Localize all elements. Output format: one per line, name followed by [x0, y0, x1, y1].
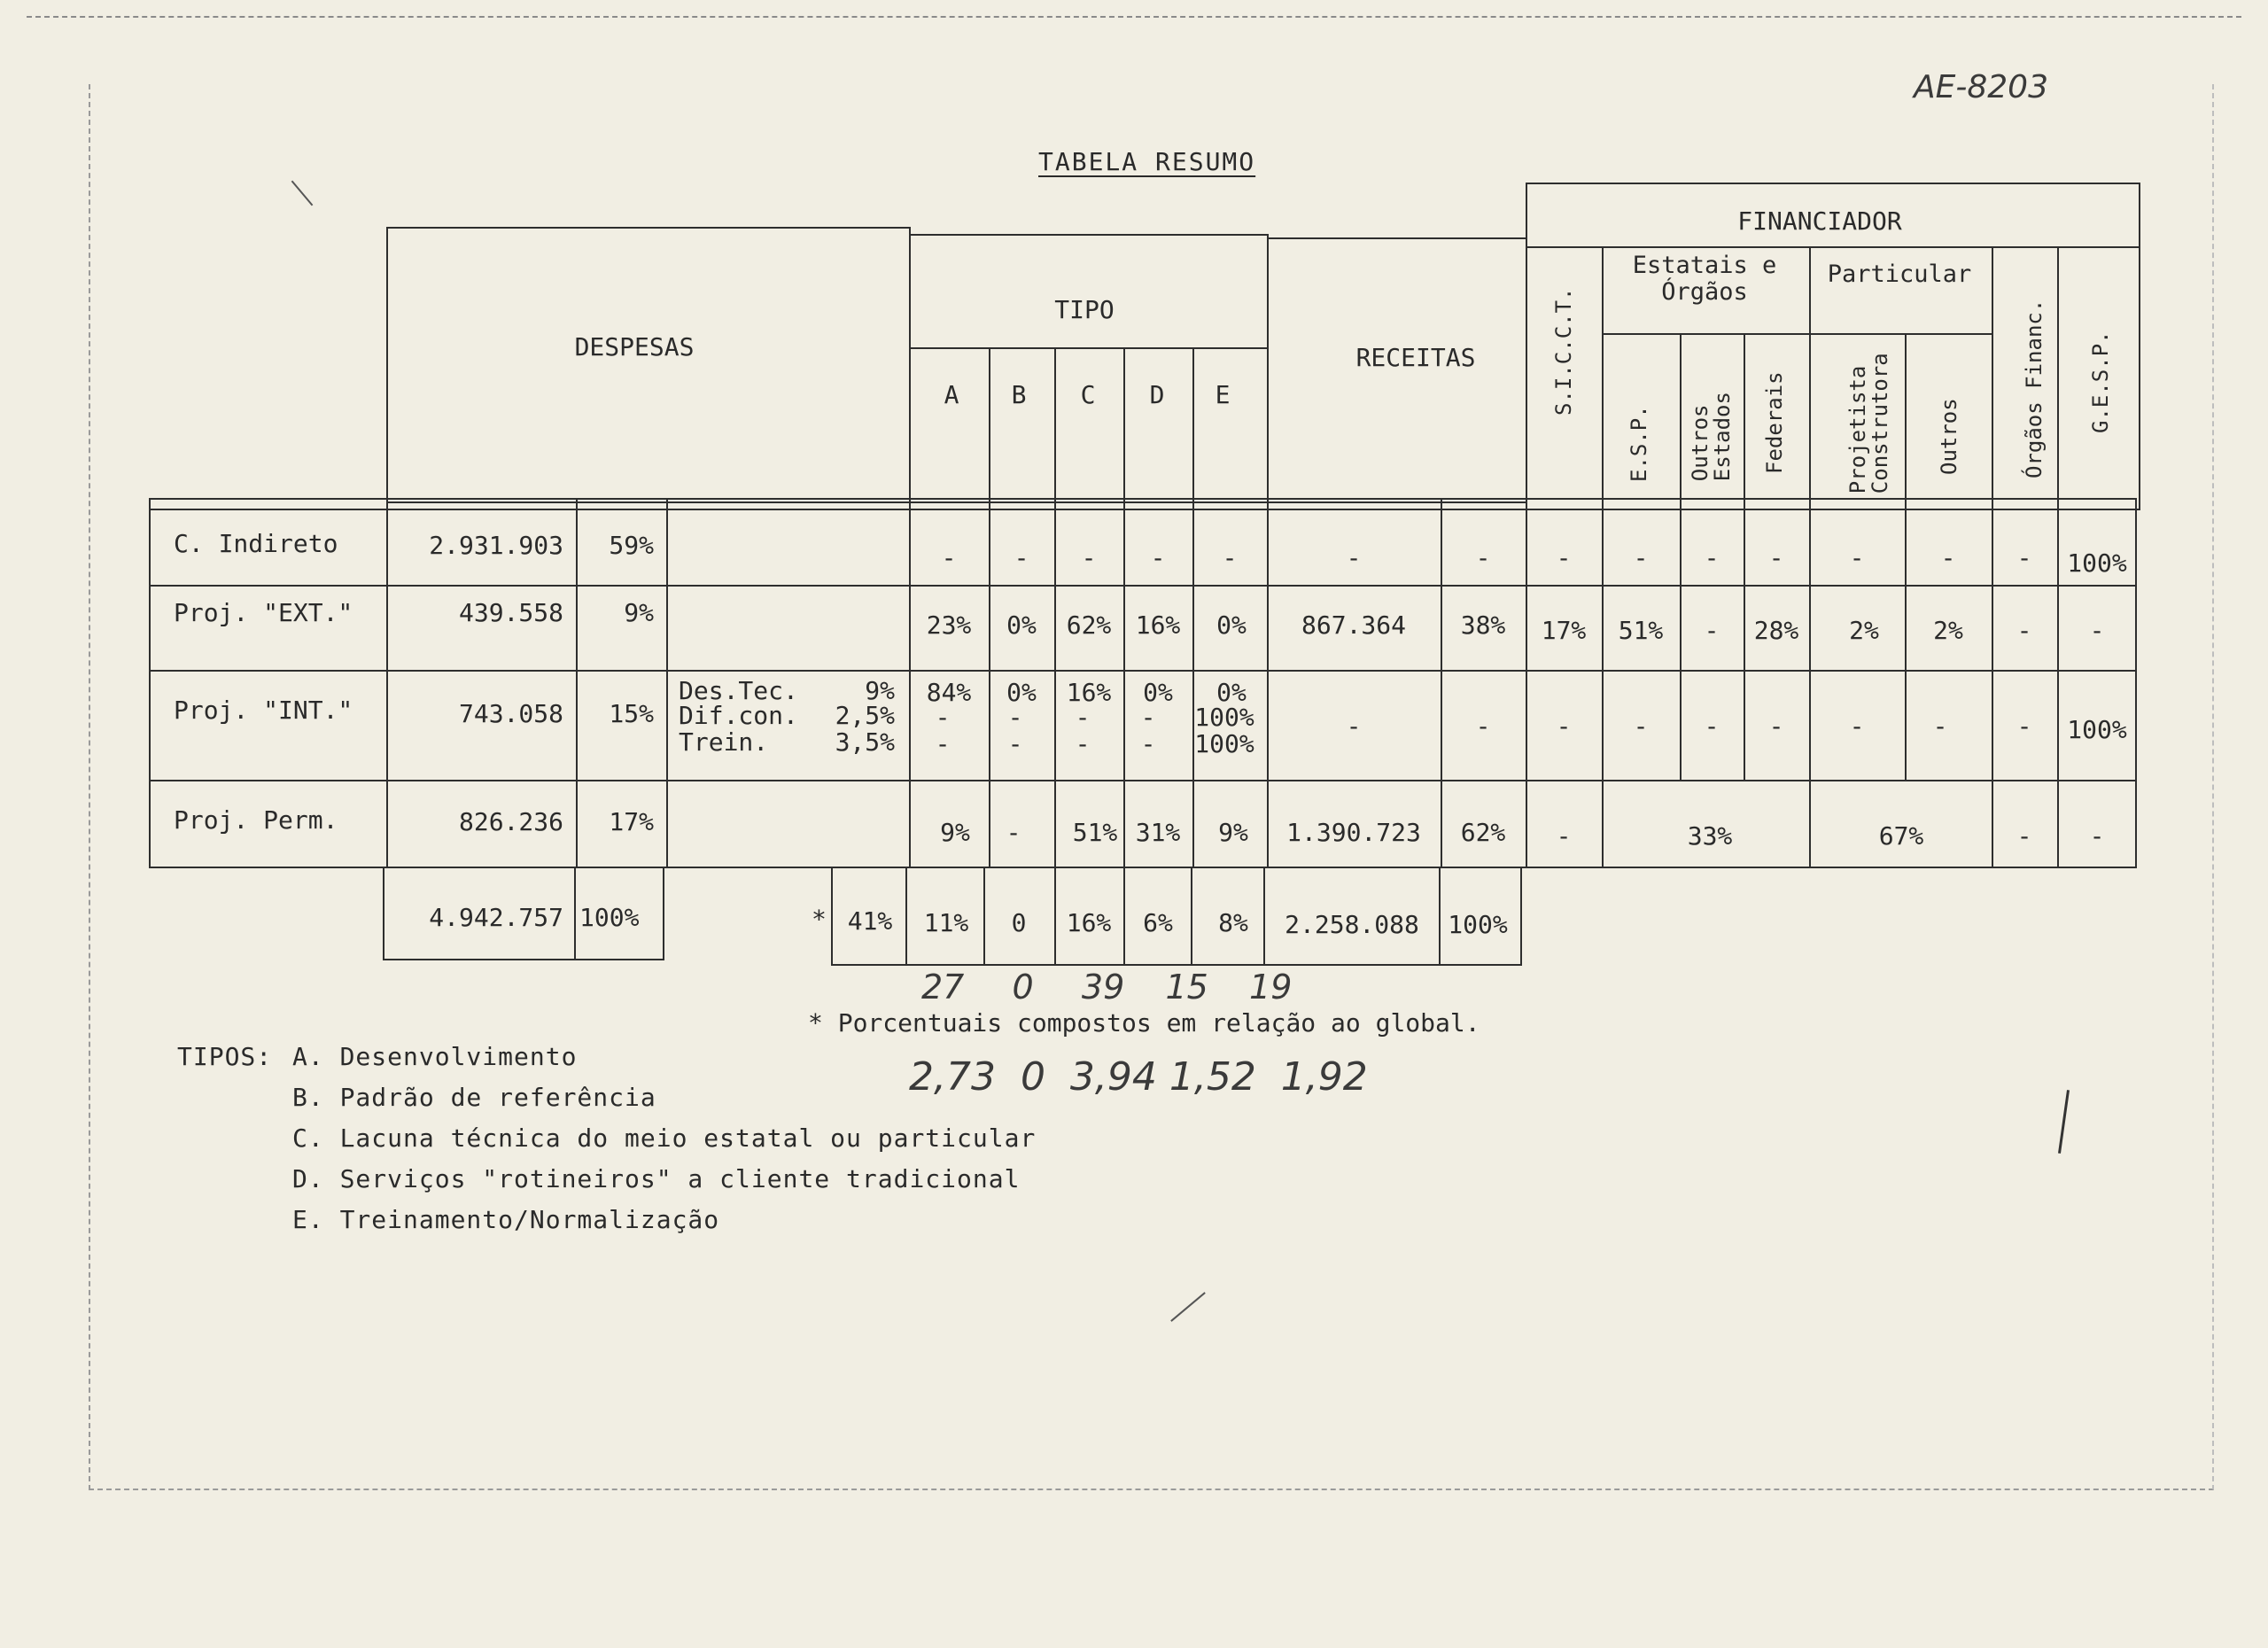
total-receitas: 2.258.088: [1285, 910, 1419, 939]
sub-pct: 9%: [865, 676, 895, 705]
row-label: C. Indireto: [174, 529, 338, 558]
row-pct: 9%: [624, 598, 654, 627]
footnote: * Porcentuais compostos em relação ao global.: [808, 1008, 1480, 1038]
estatais-header-1: Estatais e: [1632, 252, 1777, 279]
despesas-header-box: [386, 227, 911, 503]
tipo-c: -: [1075, 703, 1091, 732]
fin-sicct: -: [1556, 543, 1572, 572]
hw-value: 39: [1081, 968, 1125, 1007]
total-tipo-b: 0: [1011, 908, 1027, 937]
page-title: TABELA RESUMO: [1038, 147, 1256, 176]
receitas-pct: -: [1475, 543, 1491, 572]
fin-outros: -: [1932, 711, 1948, 741]
sub-name: Trein.: [679, 727, 769, 757]
tipo-d: 31%: [1135, 818, 1181, 847]
tipo-d: 16%: [1135, 610, 1181, 640]
outros-estados-line2: Estados: [1710, 392, 1735, 482]
particular-header: Particular: [1827, 260, 1972, 288]
tipo-b: 0%: [1006, 610, 1037, 640]
tipo-b: 0%: [1006, 678, 1037, 707]
tipo-b: -: [1007, 703, 1023, 732]
receitas-pct: 38%: [1460, 610, 1506, 640]
outros-estados-line1: Outros: [1687, 404, 1713, 482]
row-pct: 17%: [609, 807, 654, 836]
fin-sicct: -: [1556, 821, 1572, 851]
document-id: AE-8203: [1914, 69, 2048, 105]
total-star: *: [812, 905, 827, 934]
outros-estados-header: [1689, 382, 1734, 481]
hw-value: 0: [1012, 968, 1034, 1007]
tipo-c: -: [1075, 729, 1091, 758]
legend-item: A. Desenvolvimento: [292, 1042, 578, 1071]
row-value: 743.058: [458, 699, 563, 728]
estatais-header-2: Órgãos: [1661, 278, 1748, 306]
sub-name: Des.Tec.: [679, 676, 798, 705]
tipo-b: -: [1007, 729, 1023, 758]
handwritten-line-1: [921, 968, 1292, 1007]
row-label: Proj. Perm.: [174, 805, 338, 835]
legend-item: E. Treinamento/Normalização: [292, 1205, 720, 1234]
sub-name: Dif.con.: [679, 701, 798, 730]
tipo-a: 23%: [926, 610, 972, 640]
tipo-e: 0%: [1216, 610, 1247, 640]
tipo-a: 84%: [926, 678, 972, 707]
federais-header: Federais: [1762, 371, 1787, 474]
tipo-a: -: [935, 729, 951, 758]
top-dashed-line: [27, 16, 2241, 18]
tipo-header: TIPO: [1054, 295, 1115, 324]
sub-pct: 3,5%: [835, 727, 895, 757]
row-pct: 59%: [609, 531, 654, 560]
tipo-d: -: [1150, 543, 1166, 572]
total-star-pct: 41%: [847, 906, 893, 936]
tipo-col-c: C: [1080, 380, 1096, 409]
row-value: 826.236: [458, 807, 563, 836]
hw-value: 15: [1165, 968, 1208, 1007]
hw-value: 19: [1249, 968, 1293, 1007]
row-value: 439.558: [458, 598, 563, 627]
outros-header: Outros: [1937, 398, 1961, 475]
fin-sicct: 17%: [1541, 616, 1587, 645]
fin-esp: -: [1633, 711, 1649, 741]
fin-gesp: 100%: [2067, 715, 2127, 744]
projetista-construtora-header: [1845, 353, 1892, 494]
fin-projetista: -: [1849, 543, 1865, 572]
sub-pct: 2,5%: [835, 701, 895, 730]
fin-federais: 28%: [1753, 616, 1799, 645]
fin-orgaos: -: [2016, 711, 2032, 741]
fin-estatais-merged: 33%: [1687, 821, 1733, 851]
tipo-e: 0%: [1216, 678, 1247, 707]
tipo-d: 0%: [1143, 678, 1173, 707]
tipo-c: -: [1081, 543, 1097, 572]
fin-orgaos: -: [2016, 821, 2032, 851]
sicct-header: S.I.C.C.T.: [1551, 287, 1576, 416]
tipo-d: -: [1140, 703, 1156, 732]
tipo-a: -: [941, 543, 957, 572]
tipo-a: -: [935, 703, 951, 732]
row-label: Proj. "INT.": [174, 696, 353, 725]
receitas-value: 867.364: [1301, 610, 1407, 640]
receitas-pct: -: [1475, 711, 1491, 741]
row-pct: 15%: [609, 699, 654, 728]
fin-sicct: -: [1556, 711, 1572, 741]
fin-outros: -: [1940, 543, 1956, 572]
fin-gesp: 100%: [2067, 548, 2127, 578]
projetista-line: Projetista: [1845, 365, 1870, 494]
tipo-c: 51%: [1072, 818, 1118, 847]
row-label: Proj. "EXT.": [174, 598, 353, 627]
total-receitas-pct: 100%: [1448, 910, 1508, 939]
row-value: 2.931.903: [429, 531, 563, 560]
fin-outros-estados: -: [1704, 711, 1720, 741]
fin-federais: -: [1768, 543, 1784, 572]
tipo-c: 16%: [1066, 678, 1112, 707]
handwritten-line-2: 2,73 0 3,94 1,52 1,92: [909, 1054, 1368, 1100]
tipo-e: 100%: [1194, 729, 1254, 758]
legend-item: D. Serviços "rotineiros" a cliente tradicional: [292, 1164, 1021, 1193]
despesas-header: DESPESAS: [574, 332, 695, 361]
receitas-value: -: [1346, 543, 1362, 572]
receitas-value: -: [1346, 711, 1362, 741]
receitas-pct: 62%: [1460, 818, 1506, 847]
legend-heading: TIPOS:: [177, 1042, 273, 1071]
esp-header: E.S.P.: [1627, 405, 1651, 482]
tipo-e: 9%: [1218, 818, 1248, 847]
orgaos-financ-header: Órgãos Financ.: [2022, 299, 2047, 478]
tipo-d: -: [1140, 729, 1156, 758]
tipo-col-b: B: [1011, 380, 1027, 409]
legend-item: C. Lacuna técnica do meio estatal ou particular: [292, 1123, 1037, 1153]
fin-federais: -: [1768, 711, 1784, 741]
financiador-header: FINANCIADOR: [1737, 206, 1902, 236]
fin-esp: -: [1633, 543, 1649, 572]
total-pct: 100%: [579, 903, 640, 932]
total-tipo-d: 6%: [1143, 908, 1173, 937]
tipo-c: 62%: [1066, 610, 1112, 640]
fin-projetista: -: [1849, 711, 1865, 741]
legend-item: B. Padrão de referência: [292, 1083, 656, 1112]
tipo-col-e: E: [1215, 380, 1231, 409]
tipo-e: 100%: [1194, 703, 1254, 732]
fin-orgaos: -: [2016, 543, 2032, 572]
receitas-value: 1.390.723: [1286, 818, 1421, 847]
fin-outros-estados: -: [1704, 616, 1720, 645]
fin-outros: 2%: [1933, 616, 1963, 645]
fin-particular-merged: 67%: [1878, 821, 1924, 851]
total-value: 4.942.757: [429, 903, 563, 932]
fin-outros-estados: -: [1704, 543, 1720, 572]
tipo-a: 9%: [940, 818, 970, 847]
tipo-col-a: A: [944, 380, 959, 409]
tipo-b: -: [1014, 543, 1029, 572]
construtora-line: Construtora: [1868, 353, 1892, 494]
hw-value: 27: [921, 968, 965, 1007]
tipo-header-box: [909, 234, 1269, 503]
tipo-b: -: [1006, 818, 1021, 847]
fin-projetista: 2%: [1849, 616, 1879, 645]
tipo-col-d: D: [1149, 380, 1165, 409]
receitas-header: RECEITAS: [1355, 343, 1476, 372]
fin-gesp: -: [2089, 616, 2105, 645]
total-tipo-e: 8%: [1218, 908, 1248, 937]
total-tipo-a: 11%: [923, 908, 969, 937]
fin-orgaos: -: [2016, 616, 2032, 645]
tipo-e: -: [1222, 543, 1238, 572]
total-tipo-c: 16%: [1066, 908, 1112, 937]
fin-gesp: -: [2089, 821, 2105, 851]
fin-esp: 51%: [1618, 616, 1664, 645]
gesp-header: G.E.S.P.: [2088, 330, 2113, 433]
